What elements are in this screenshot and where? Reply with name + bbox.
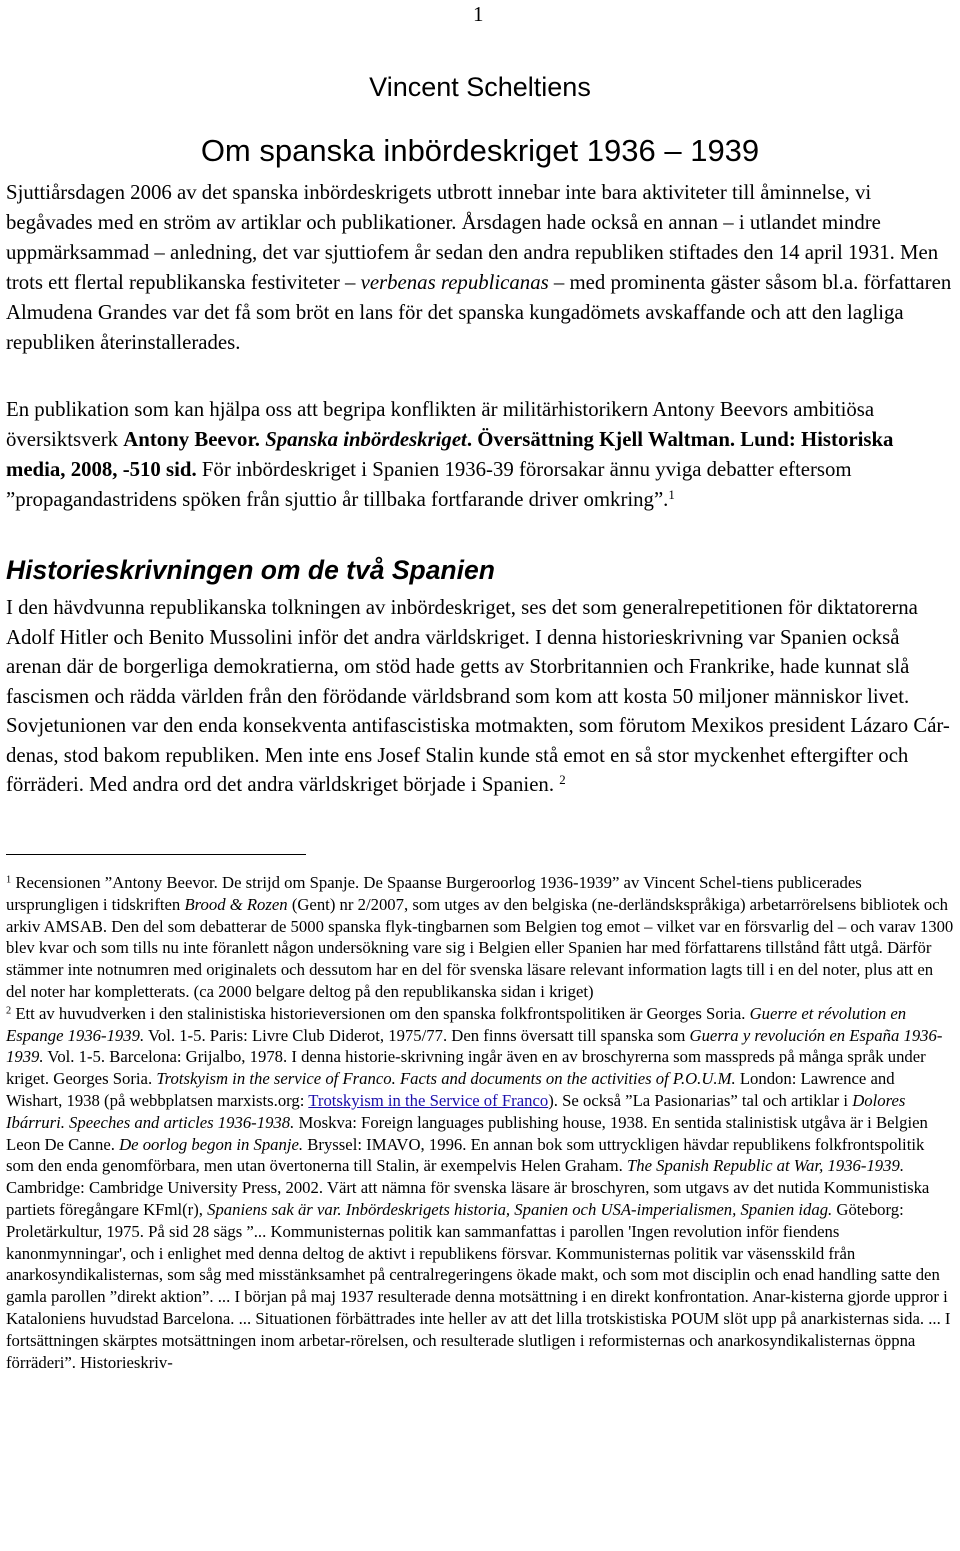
- footnote-2-title-6: The Spanish Republic at War, 1936-1939.: [626, 1156, 904, 1176]
- footnote-2-text-d: London: Lawrence and Wishart, 1938 (på webbplatsen marxists.org:: [6, 1069, 895, 1110]
- footnote-2-title-5: De oorlog begon in Spanje.: [119, 1134, 304, 1154]
- section-heading: Historieskrivningen om de två Spanien: [6, 555, 495, 585]
- book-author: Antony Beevor.: [123, 428, 266, 451]
- intro-paragraph: [6, 178, 954, 358]
- footnote-1-text-b: (Gent) nr 2/2007, som utges av den belgiska (ne-derländskspråkiga) arbetarrörelsens bibliotek och arkiv AMSAB. Den del som debatterar de 5000 spanska flyk-tingbarnen som Belgien tog emot – vilket var en försvarlig del – och varav 1300 blev kvar och som tills nu inte föranlett någon undersökning vare sig i Belgien eller Spanien har med författarens tillstånd fått utgå. Därför stämmer inte notnumren med originalets och dessutom har en del för svenska läsare relevant information lagts till i en del noter, plus att en del noter har kompletterats. (ca 2000 belgare deltog på den republikanska sidan i kriget): [6, 894, 954, 1001]
- review-text-2: För inbördeskriget i Spanien 1936-39 förorsakar ännu yviga debatter eftersom ”propagandastridens spöken från sjuttio år tillbaka fortfarande driver omkring”.: [6, 458, 852, 511]
- section-text: I den hävdvunna republikanska tolkningen av inbördeskriget, ses det som generalrepetitionen för diktatorerna Adolf Hitler och Benito Mussolini inför det andra världskriget. I denna historieskrivning var Spanien också arenan där de borgerliga demokratierna, om stöd hade getts av Storbritannien och Frankrike, hade kunnat slå fascismen och rädda världen från den förödande världsbrand som kom att kosta 50 miljoner människor livet. Sovjetunionen var den enda konsekventa antifascistiska motmakten, som förutom Mexikos president Lázaro Cár-denas, stod bakom republiken. Men inte ens Josef Stalin kunde stå emot en så stor myckenhet eftergifter och förräderi. Med andra ord det andra världskriget började i Spanien.: [6, 596, 950, 796]
- footnote-2-number: 2: [6, 1005, 12, 1017]
- author-name: Vincent Scheltiens: [369, 72, 591, 102]
- footnote-2-title-2: Guerra y revolución en España 1936-1939.: [6, 1025, 943, 1067]
- footnote-2-text-h: Cambridge: Cambridge University Press, 2002. Värt att nämna för svenska läsare är broschyren, som utgavs av det nutida Kommunistiska partiets föregångare KFml(r),: [6, 1178, 930, 1219]
- page-title: Om spanska inbördeskriget 1936 – 1939: [200, 133, 760, 168]
- footnote-2-text-i: Göteborg: Proletärkultur, 1975. På sid 28 sägs ”... Kommunisternas politik kan sammanfattas i parollen 'Ingen revolution inför fiendens kanonmynningar', och i enlighet med denna deltog de aktivt i republikens försvar. Kommunisternas politik var väsensskild från anarkosyndikalisternas, som såg med misstänksamhet på centralregeringens ökade makt, och som mot disciplin och enad handling satte den gamla parollen ”direkt aktion”. ... I början på maj 1937 resulterade denna motsättning i en direkt konfrontation. Anar-kisterna gjorde uppror i Kataloniens huvudstad Barcelona. ... Situationen förbättrades inte heller av att det lilla trotskistiska POUM slöt upp på anarkisternas sida. ... I fortsättningen skärptes motsättningen inom arbetar-rörelsen, och resulterade slutligen i reformisternas och anarkosyndikalisternas öppna förräderi”. Historieskriv-: [6, 1199, 951, 1372]
- book-details: . Översättning Kjell Waltman. Lund: Historiska media, 2008, -510 sid.: [6, 428, 894, 481]
- footnote-separator: [6, 854, 306, 855]
- footnote-1-journal: Brood & Rozen: [184, 894, 288, 914]
- page-number: 1: [473, 2, 484, 26]
- marxists-org-link[interactable]: Trotskyism in the Service of Franco: [308, 1090, 549, 1110]
- intro-text-2: – med prominenta gäster såsom bl.a. författaren Almudena Grandes var det få som bröt en lans för det spanska kungadömets avskaffande och att den lagliga republiken återinstallerades.: [6, 271, 952, 354]
- footnote-2-title-4: Dolores Ibárruri. Speeches and articles 1936-1938.: [6, 1090, 906, 1132]
- footnotes: [6, 872, 954, 1373]
- footnote-2-text-g: Bryssel: IMAVO, 1996. En annan bok som uttryckligen hävdar republikens folkfrontspolitik som den enda genomförbara, men utan övertonerna till Stalin, är exempelvis Helen Graham.: [6, 1134, 925, 1176]
- section-paragraph: [6, 593, 954, 800]
- footnote-2-text-f: Moskva: Foreign languages publishing house, 1938. En sentida stalinistisk utgåva är i Belgien Leon De Canne.: [6, 1112, 928, 1154]
- review-text-1: En publikation som kan hjälpa oss att begripa konflikten är militärhistorikern Antony Beevors ambitiösa översiktsverk: [6, 398, 875, 451]
- footnote-2-text-c: Vol. 1-5. Barcelona: Grijalbo, 1978. I denna historie-skrivning ingår även en av broschyrerna som masspreds på många språk under kriget. Georges Soria.: [6, 1047, 926, 1089]
- footnote-2-title-3: Trotskyism in the service of Franco. Facts and documents on the activities of P.O.U.M.: [156, 1069, 736, 1089]
- footnote-2-title-7: Spaniens sak är var. Inbördeskrigets historia, Spanien och USA-imperialismen, Spanien idag.: [207, 1199, 833, 1219]
- footnote-2-title-1: Guerre et révolution en Espange 1936-1939.: [6, 1003, 907, 1045]
- review-paragraph: [6, 395, 954, 515]
- footnote-1-number: 1: [6, 874, 12, 886]
- footnote-1-text-a: Recensionen ”Antony Beevor. De strijd om Spanje. De Spaanse Burgeroorlog 1936-1939” av Vincent Schel-tiens publicerades ursprungligen i tidskriften: [6, 873, 862, 914]
- footnote-1: [6, 872, 954, 1003]
- intro-text-1: Sjuttiårsdagen 2006 av det spanska inbördeskrigets utbrott innebar inte bara aktiviteter till åminnelse, vi begåvades med en ström av artiklar och publikationer. Årsdagen hade också en annan – i utlandet mindre uppmärksammad – anledning, det var sjuttiofem år sedan den andra republiken stiftades den 14 april 1931. Men trots ett flertal republikanska festiviteter –: [6, 181, 939, 294]
- intro-italic-term: verbenas republicanas: [360, 271, 549, 294]
- book-title: Spanska inbördeskriget: [265, 428, 467, 451]
- footnote-2-text-a: Ett av huvudverken i den stalinistiska historieversionen om den spanska folkfrontspolitiken är Georges Soria.: [11, 1003, 750, 1023]
- footnote-2: [6, 1003, 954, 1374]
- footnote-ref-1[interactable]: 1: [668, 487, 675, 502]
- footnote-2-text-e: ). Se också ”La Pasionarias” tal och artiklar i: [548, 1090, 853, 1110]
- footnote-ref-2[interactable]: 2: [559, 772, 566, 787]
- footnote-2-text-b: Vol. 1-5. Paris: Livre Club Diderot, 1975/77. Den finns översatt till spanska som: [144, 1025, 690, 1045]
